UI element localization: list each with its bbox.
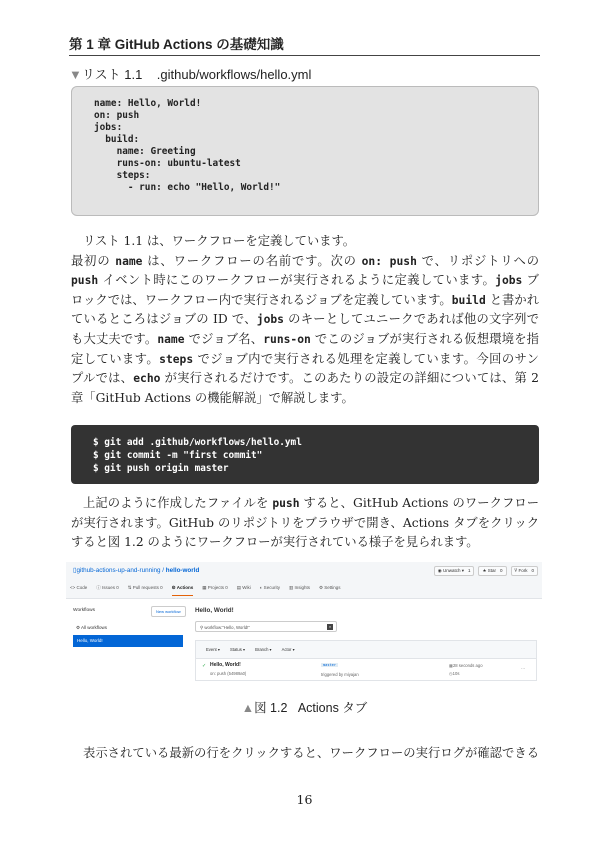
repo-tabs [70,585,341,596]
run-triggered-by: triggered by miyajan [321,672,359,677]
text-line [71,232,539,252]
text-run: 定しています。 [71,351,160,366]
inline-code: build [451,293,486,307]
workflow-title: Hello, World! [195,607,234,614]
tab-item[interactable]: ⓘ Issues 0 [96,585,119,590]
inline-code: jobs [256,313,284,327]
text-line [71,369,539,389]
inline-code: echo [133,372,161,386]
terminal-code-block [71,425,539,484]
run-duration: ◷10s [449,671,460,676]
text-run: も大丈夫です。 [71,331,158,346]
paragraph-3 [71,744,539,764]
text-run: で、リポジトリへの [416,253,539,268]
button-count: 0 [531,568,534,573]
code-line: on: push [94,110,140,121]
repo-name[interactable]: hello-world [165,567,200,574]
text-run: のキーとしてユニークであれば他の文字列で [284,312,539,327]
repo-button[interactable] [478,566,506,576]
code-line: runs-on: ubuntu-latest [94,158,241,169]
button-label: ★ Star [482,568,497,573]
run-trigger: on: push (54989a0) [210,671,247,676]
text-run: ているところはジョブの ID で、 [71,312,257,327]
repo-button[interactable] [434,566,475,576]
code-line: - run: echo "Hello, World!" [94,182,281,193]
terminal-line: $ git push origin master [93,463,229,474]
code-line: build: [94,134,140,145]
text-run: すると、GitHub Actions のワークフロー [299,496,539,510]
branch-badge[interactable]: master [323,663,336,667]
code-line: jobs: [94,122,123,133]
text-run: ロックでは、ワークフロー内で実行されるジョブを定義しています。 [71,292,452,307]
text-run: すると図 1.2 のようにワークフローが実行されている様子を見られます。 [71,535,479,550]
text-run: 最初の [71,253,116,268]
repo-path[interactable]: ▯github-actions-up-and-running / hello-world [73,567,200,574]
text-line [71,494,539,514]
text-line: 表示されている最新の行をクリックすると、ワークフローの実行ログが確認できる [83,746,539,760]
button-count: 0 [500,568,503,573]
page-number: 16 [296,792,313,807]
inline-code: runs-on [263,332,311,346]
paragraph-1 [71,232,539,408]
inline-code: push [272,497,300,510]
triangle-down-icon: ▼ [69,67,82,82]
code-line: steps: [94,170,151,181]
text-run: 章「GitHub Actions の機能解説」で解説します。 [71,390,354,405]
inline-code: name [115,254,143,268]
listing-label: リスト 1.1 [81,67,143,82]
text-run: プルでは、 [71,371,134,386]
workflow-search-input[interactable] [195,621,337,632]
filter-dropdown[interactable]: Actor ▾ [281,647,295,652]
github-actions-screenshot [66,562,542,684]
search-value: workflow:"Hello, World!" [204,625,250,630]
inline-code: steps [159,352,194,366]
search-icon: ⚲ [200,625,205,630]
code-line: name: Greeting [94,146,196,157]
yaml-code-block [71,86,539,216]
repo-header [66,562,542,599]
chapter-header: 第 1 章 GitHub Actions の基礎知識 [69,33,540,56]
text-line [71,291,539,311]
text-line [71,514,539,534]
clear-icon[interactable]: × [328,624,332,629]
text-run: でこのジョブが実行される仮想環境を指 [310,331,539,346]
runs-table [195,640,537,681]
tab-item[interactable]: ⇅ Pull requests 0 [127,585,163,590]
text-run: でジョブ名、 [184,331,264,346]
text-run: と書かれ [485,292,539,307]
text-line [71,330,539,350]
run-time: ▦28 seconds ago [449,663,483,668]
tab-item[interactable]: <> Code [70,585,88,590]
listing-filename: .github/workflows/hello.yml [156,67,312,82]
success-check-icon: ✓ [202,663,207,669]
workflows-label: Workflows [73,608,96,613]
text-run: イベント時にこのワークフローが実行されるように定義しています。 [98,273,496,288]
text-run: ブ [522,273,539,288]
repo-owner[interactable]: github-actions-up-and-running [76,567,161,574]
filter-dropdown[interactable]: Status ▾ [229,647,246,652]
text-run: が実行されます。GitHub のリポジトリをブラウザで開き、Actions タブをクリック [71,515,539,530]
run-name[interactable]: Hello, World! [210,662,241,668]
button-label: ◉ Unwatch ▾ [437,568,464,573]
text-run: は、ワークフローの名前です。次の [142,253,362,268]
tab-item[interactable]: ⚙ Settings [318,585,341,590]
text-run: が実行されるだけです。このあたりの設定の詳細については、第 2 [160,371,539,386]
figure-label: 図 1.2 [254,701,288,715]
text-line [71,271,539,291]
repo-actions [434,566,538,576]
triangle-up-icon: ▲ [241,701,255,715]
text-run: でジョブ内で実行される処理を定義しています。今回のサン [193,351,539,366]
code-line: name: Hello, World! [94,98,202,109]
text-line [71,310,539,330]
run-filters [196,641,536,659]
filter-dropdown[interactable]: Event ▾ [206,647,220,652]
new-workflow-button[interactable]: New workflow [151,606,186,617]
inline-code: jobs [495,274,523,288]
tab-item[interactable]: ▦ Projects 0 [202,585,228,590]
inline-code: push [71,274,99,288]
tab-item[interactable]: ◐ Security [259,585,280,590]
repo-icon: ▯ [73,567,77,574]
repo-button[interactable] [511,566,538,576]
tab-item[interactable]: ⚙ Actions [172,585,194,596]
button-label: Ⴤ Fork [514,568,528,573]
inline-code: on: push [361,254,417,268]
text-line [71,350,539,370]
paragraph-2 [71,494,539,553]
more-icon[interactable]: ··· [521,666,526,671]
filter-dropdown[interactable]: Branch ▾ [255,647,272,652]
tab-item[interactable]: ▤ Wiki [236,585,251,590]
inline-code: name [157,332,185,346]
run-row[interactable] [196,659,536,681]
tab-item[interactable]: ▥ Insights [288,585,310,590]
button-count: 1 [467,568,471,573]
selected-workflow-item[interactable]: Hello, World! [73,635,183,647]
terminal-line: $ git add .github/workflows/hello.yml [93,437,302,448]
text-line [71,533,539,553]
figure-caption [0,698,609,716]
terminal-line: $ git commit -m "first commit" [93,450,263,461]
figure-title: Actions タブ [297,701,368,715]
text-run: 上記のように作成したファイルを [83,496,273,510]
text-line [71,252,539,272]
listing-caption [69,64,311,83]
text-line [71,389,539,409]
all-workflows-link[interactable]: ⚙ All workflows [76,625,108,630]
text-run: リスト 1.1 は、ワークフローを定義しています。 [83,234,356,248]
